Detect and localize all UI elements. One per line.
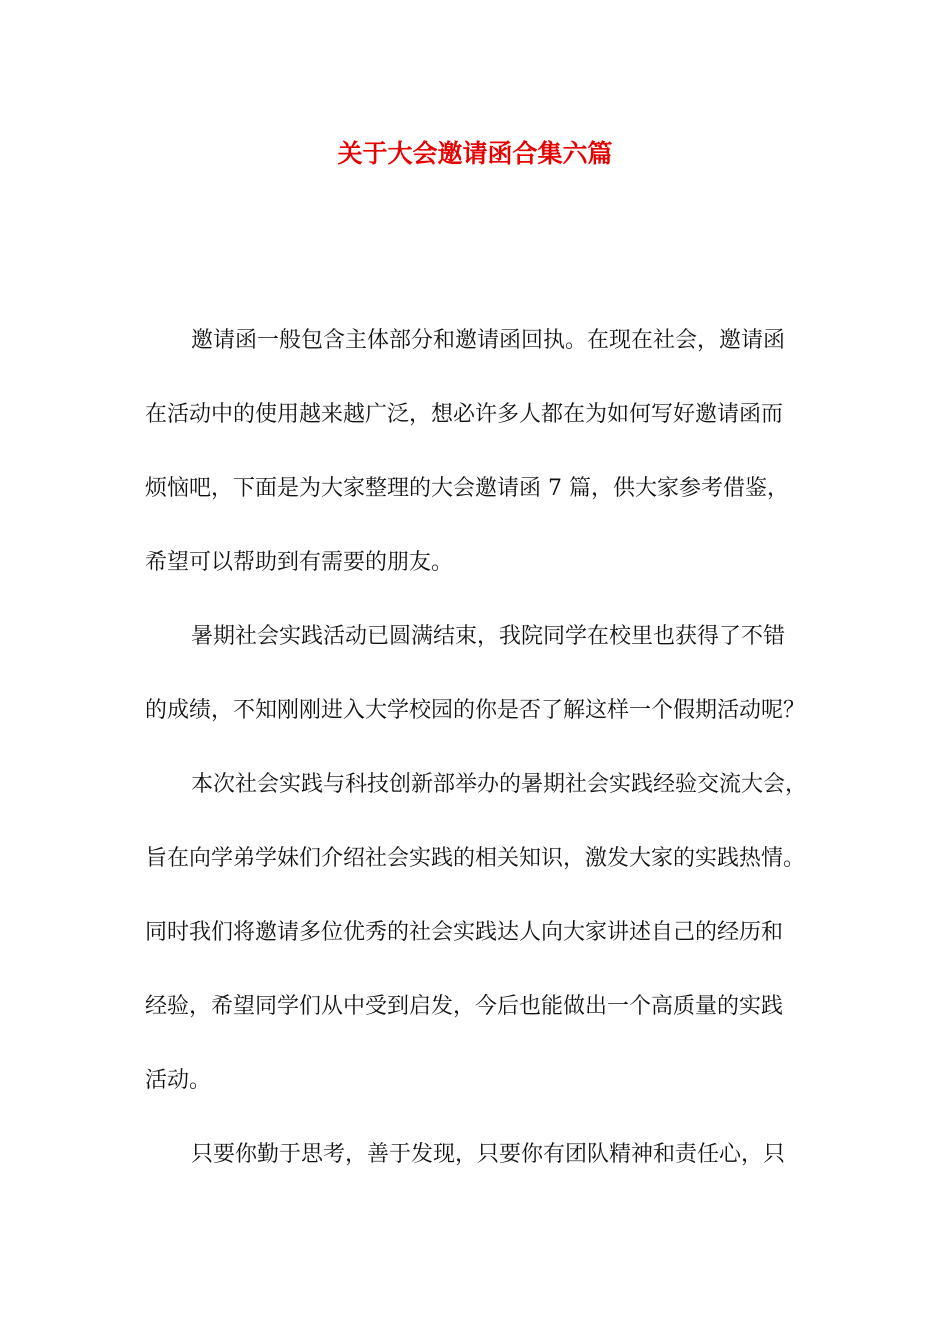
body-line: 在活动中的使用越来越广泛，想必许多人都在为如何写好邀请函而 xyxy=(145,402,784,427)
body-line: 邀请函一般包含主体部分和邀请函回执。在现在社会，邀请函 xyxy=(191,328,786,353)
body-line: 烦恼吧，下面是为大家整理的大会邀请函 7 篇，供大家参考借鉴， xyxy=(145,476,789,501)
document-title: 关于大会邀请函合集六篇 xyxy=(337,139,613,168)
body-line: 同时我们将邀请多位优秀的社会实践达人向大家讲述自己的经历和 xyxy=(145,920,784,945)
body-line: 本次社会实践与科技创新部举办的暑期社会实践经验交流大会， xyxy=(191,772,808,797)
body-line: 经验，希望同学们从中受到启发，今后也能做出一个高质量的实践 xyxy=(145,994,784,1019)
body-line: 暑期社会实践活动已圆满结束，我院同学在校里也获得了不错 xyxy=(191,624,786,649)
body-line: 只要你勤于思考，善于发现，只要你有团队精神和责任心，只 xyxy=(191,1142,786,1167)
body-line: 希望可以帮助到有需要的朋友。 xyxy=(145,550,454,575)
body-line: 旨在向学弟学妹们介绍社会实践的相关知识，激发大家的实践热情。 xyxy=(145,846,806,871)
body-line: 活动。 xyxy=(145,1068,212,1093)
document-body xyxy=(145,317,810,1205)
body-line: 的成绩，不知刚刚进入大学校园的你是否了解这样一个假期活动呢？ xyxy=(145,698,806,723)
